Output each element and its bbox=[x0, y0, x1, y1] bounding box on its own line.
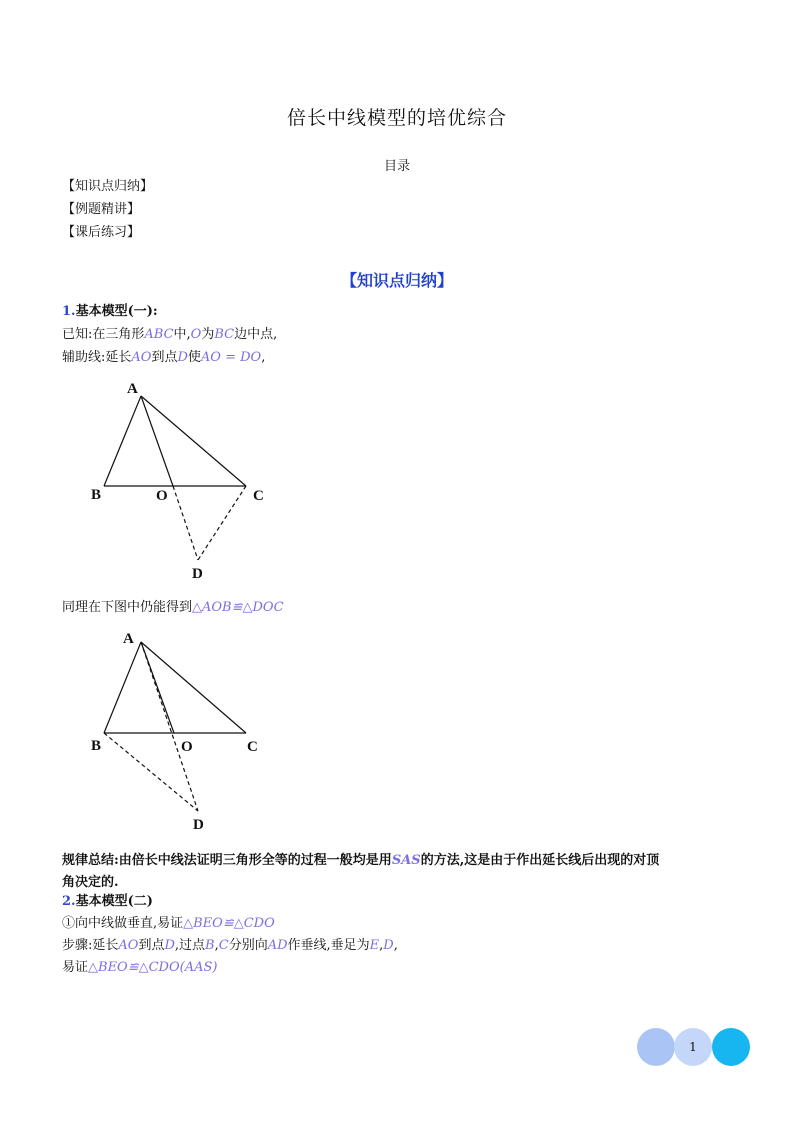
step2-toward: 分别向 bbox=[228, 938, 268, 953]
aux-comma: , bbox=[261, 350, 266, 365]
toc-item-examples[interactable]: 【例题精讲】 bbox=[62, 202, 141, 217]
model2-number: 2. bbox=[62, 894, 76, 909]
math-d: D bbox=[177, 350, 188, 365]
step2-sep-2: , bbox=[379, 938, 384, 953]
aux-to-point: 到点 bbox=[151, 350, 178, 365]
label-b: B bbox=[91, 738, 102, 754]
label-a: A bbox=[123, 631, 134, 647]
step1-prefix: ①向中线做垂直,易证 bbox=[62, 916, 184, 931]
model1-number: 1. bbox=[62, 304, 76, 319]
toc-heading: 目录 bbox=[383, 159, 410, 174]
math-sas: SAS bbox=[391, 853, 421, 868]
step2-prefix: 步骤:延长 bbox=[62, 938, 119, 953]
label-c: C bbox=[247, 739, 258, 755]
model2-step3 bbox=[62, 959, 217, 977]
summary-part1: 规律总结:由倍长中线法证明三角形全等的过程一般均是用 bbox=[62, 853, 392, 868]
page-badge-circle-left bbox=[637, 1028, 675, 1066]
edge-ac bbox=[141, 642, 246, 733]
label-o: O bbox=[156, 488, 168, 504]
label-o: O bbox=[181, 739, 193, 755]
aux-prefix: 辅助线:延长 bbox=[62, 350, 132, 365]
model1-aux bbox=[62, 349, 265, 367]
step2-sep: , bbox=[214, 938, 219, 953]
page-number: 1 bbox=[689, 1040, 697, 1054]
model2-step2 bbox=[62, 937, 398, 955]
step2-end: , bbox=[393, 938, 398, 953]
section-heading: 【知识点归纳】 bbox=[340, 271, 453, 290]
step2-through: ,过点 bbox=[174, 938, 206, 953]
extension-od bbox=[173, 486, 198, 560]
math-e: E bbox=[369, 938, 380, 953]
figure-1-triangle bbox=[80, 375, 280, 585]
math-d-2: D bbox=[383, 938, 394, 953]
known-suffix: 边中点, bbox=[234, 327, 278, 342]
model1-label: 基本模型(一): bbox=[75, 304, 158, 319]
math-congruence-2: △BEO≌△CDO bbox=[183, 916, 275, 931]
known-mid: 中, bbox=[173, 327, 191, 342]
math-c: C bbox=[218, 938, 229, 953]
math-b: B bbox=[205, 938, 215, 953]
model1-heading bbox=[62, 303, 158, 321]
edge-ab bbox=[104, 396, 141, 486]
page-number-badge bbox=[674, 1028, 712, 1066]
known-is: 为 bbox=[201, 327, 215, 342]
model2-label: 基本模型(二) bbox=[75, 894, 153, 909]
math-eq: AO = DO bbox=[200, 350, 262, 365]
step2-to-point: 到点 bbox=[138, 938, 165, 953]
model1-known bbox=[62, 326, 277, 344]
math-ao: AO bbox=[118, 938, 139, 953]
page-badge-circle-right bbox=[712, 1028, 750, 1066]
similar-statement bbox=[62, 599, 284, 617]
summary-line-2: 角决定的. bbox=[62, 875, 119, 890]
aux-make: 使 bbox=[187, 350, 201, 365]
label-a: A bbox=[127, 381, 138, 397]
summary-line-1 bbox=[62, 852, 659, 870]
similar-text: 同理在下图中仍能得到 bbox=[62, 600, 193, 615]
figure-2-triangle bbox=[80, 625, 280, 840]
page-title: 倍长中线模型的培优综合 bbox=[286, 107, 507, 129]
math-abc: ABC bbox=[144, 327, 174, 342]
math-congruence-3: △BEO≌△CDO(AAS) bbox=[88, 960, 218, 975]
math-bc: BC bbox=[214, 327, 235, 342]
known-prefix: 已知:在三角形 bbox=[62, 327, 145, 342]
math-o: O bbox=[190, 327, 202, 342]
summary-part2: 的方法,这是由于作出延长线后出现的对顶 bbox=[420, 853, 660, 868]
label-d: D bbox=[193, 817, 204, 833]
math-congruence-1: △AOB≌△DOC bbox=[192, 600, 284, 615]
toc-item-exercises[interactable]: 【课后练习】 bbox=[62, 225, 141, 240]
segment-cd bbox=[198, 486, 246, 560]
math-ad: AD bbox=[267, 938, 288, 953]
step3-prefix: 易证 bbox=[62, 960, 89, 975]
math-ao: AO bbox=[131, 350, 152, 365]
model2-heading bbox=[62, 893, 153, 911]
label-d: D bbox=[192, 566, 203, 582]
step2-perp: 作垂线,垂足为 bbox=[287, 938, 370, 953]
label-c: C bbox=[253, 488, 264, 504]
toc-item-knowledge[interactable]: 【知识点归纳】 bbox=[62, 179, 154, 194]
model2-step1 bbox=[62, 915, 275, 933]
label-b: B bbox=[91, 487, 102, 503]
edge-ab bbox=[104, 642, 141, 733]
math-d: D bbox=[164, 938, 175, 953]
